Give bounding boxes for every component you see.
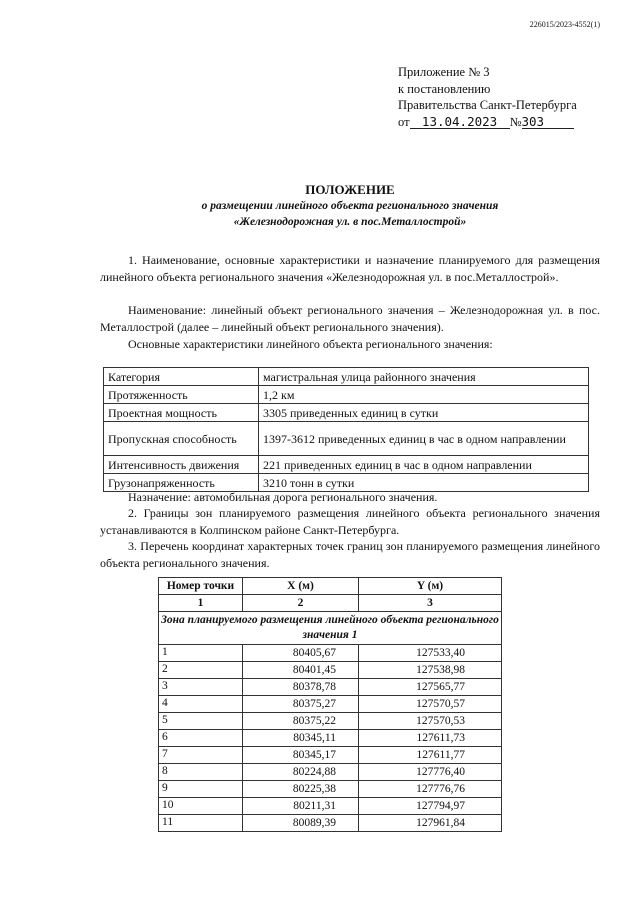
point-x: 80089,39: [243, 815, 359, 832]
point-y: 127533,40: [359, 645, 502, 662]
point-number: 7: [159, 747, 243, 764]
point-number: 9: [159, 781, 243, 798]
table-row: [159, 747, 502, 764]
column-number: 2: [243, 595, 359, 612]
document-subtitle-1: о размещении линейного объекта регионального значения: [201, 200, 499, 212]
char-value: магистральная улица районного значения: [259, 368, 589, 386]
zone-row: [159, 612, 502, 645]
point-x: 80211,31: [243, 798, 359, 815]
appendix-block: [398, 64, 577, 130]
table-row: [159, 730, 502, 747]
appendix-line-3: Правительства Санкт-Петербурга: [398, 98, 577, 112]
table-row: [159, 696, 502, 713]
point-x: 80224,88: [243, 764, 359, 781]
point-y: 127794,97: [359, 798, 502, 815]
point-x: 80345,17: [243, 747, 359, 764]
point-y: 127611,77: [359, 747, 502, 764]
point-y: 127570,53: [359, 713, 502, 730]
column-header-y: Y (м): [359, 578, 502, 595]
char-label: Протяженность: [104, 386, 259, 404]
char-label: Пропускная способность: [104, 422, 259, 456]
char-label: Грузонапряженность: [104, 474, 259, 492]
document-title: ПОЛОЖЕНИЕ: [305, 182, 395, 197]
column-number: 3: [359, 595, 502, 612]
point-number: 3: [159, 679, 243, 696]
table-row: [104, 368, 589, 386]
table-row: [159, 645, 502, 662]
char-value: 1397-3612 приведенных единиц в час в одном направлении: [259, 422, 589, 456]
appendix-number: 303: [522, 115, 574, 129]
point-y: 127570,57: [359, 696, 502, 713]
point-x: 80375,27: [243, 696, 359, 713]
point-number: 4: [159, 696, 243, 713]
table-row: [104, 422, 589, 456]
paragraph-3: Основные характеристики линейного объекта регионального значения:: [128, 337, 493, 351]
table-row: [104, 456, 589, 474]
table-row: [159, 798, 502, 815]
zone-title: Зона планируемого размещения линейного объекта регионального значения 1: [159, 612, 502, 645]
point-number: 1: [159, 645, 243, 662]
point-x: 80378,78: [243, 679, 359, 696]
char-value: 3210 тонн в сутки: [259, 474, 589, 492]
appendix-from: от: [398, 114, 410, 129]
char-value: 1,2 км: [259, 386, 589, 404]
char-label: Интенсивность движения: [104, 456, 259, 474]
point-y: 127538,98: [359, 662, 502, 679]
point-x: 80225,38: [243, 781, 359, 798]
characteristics-table: [103, 367, 589, 492]
document-subtitle-2: «Железнодорожная ул. в пос.Металлострой»: [233, 216, 467, 228]
table-row: [159, 781, 502, 798]
appendix-date: 13.04.2023: [410, 115, 510, 129]
table-row: [159, 679, 502, 696]
paragraph-6: 3. Перечень координат характерных точек границ зон планируемого размещения линейного объекта регионального значения.: [100, 539, 600, 570]
char-value: 221 приведенных единиц в час в одном направлении: [259, 456, 589, 474]
paragraph-1: 1. Наименование, основные характеристики и назначение планируемого для размещения линейного объекта регионального значения «Железнодорожная ул. в пос.Металлострой».: [100, 253, 600, 284]
coordinates-table: [158, 577, 502, 832]
column-number: 1: [159, 595, 243, 612]
char-value: 3305 приведенных единиц в сутки: [259, 404, 589, 422]
paragraph-2: Наименование: линейный объект регионального значения – Железнодорожная ул. в пос. Металлострой (далее – линейный объект регионального значения).: [100, 303, 600, 334]
table-header-row: [159, 578, 502, 595]
paragraph-5: 2. Границы зон планируемого размещения линейного объекта регионального значения устанавливаются в Колпинском районе Санкт-Петербурга.: [100, 506, 600, 537]
point-x: 80345,11: [243, 730, 359, 747]
table-row: [159, 764, 502, 781]
table-row: [104, 386, 589, 404]
char-label: Категория: [104, 368, 259, 386]
point-y: 127776,76: [359, 781, 502, 798]
column-header-point: Номер точки: [159, 578, 243, 595]
point-number: 10: [159, 798, 243, 815]
appendix-no-sign: №: [509, 114, 522, 129]
point-number: 5: [159, 713, 243, 730]
point-number: 11: [159, 815, 243, 832]
char-label: Проектная мощность: [104, 404, 259, 422]
point-y: 127961,84: [359, 815, 502, 832]
point-number: 8: [159, 764, 243, 781]
appendix-date-line: [398, 114, 577, 131]
point-y: 127776,40: [359, 764, 502, 781]
point-y: 127611,73: [359, 730, 502, 747]
table-row: [159, 815, 502, 832]
column-header-x: X (м): [243, 578, 359, 595]
point-x: 80405,67: [243, 645, 359, 662]
table-row: [104, 404, 589, 422]
point-x: 80375,22: [243, 713, 359, 730]
table-row: [159, 713, 502, 730]
appendix-line-1: Приложение № 3: [398, 65, 490, 79]
appendix-line-2: к постановлению: [398, 81, 491, 96]
paragraph-4: Назначение: автомобильная дорога регионального значения.: [128, 490, 438, 504]
table-row: [159, 662, 502, 679]
column-number-row: [159, 595, 502, 612]
point-number: 2: [159, 662, 243, 679]
point-number: 6: [159, 730, 243, 747]
point-y: 127565,77: [359, 679, 502, 696]
document-code: 226015/2023-4552(1): [529, 20, 600, 29]
point-x: 80401,45: [243, 662, 359, 679]
